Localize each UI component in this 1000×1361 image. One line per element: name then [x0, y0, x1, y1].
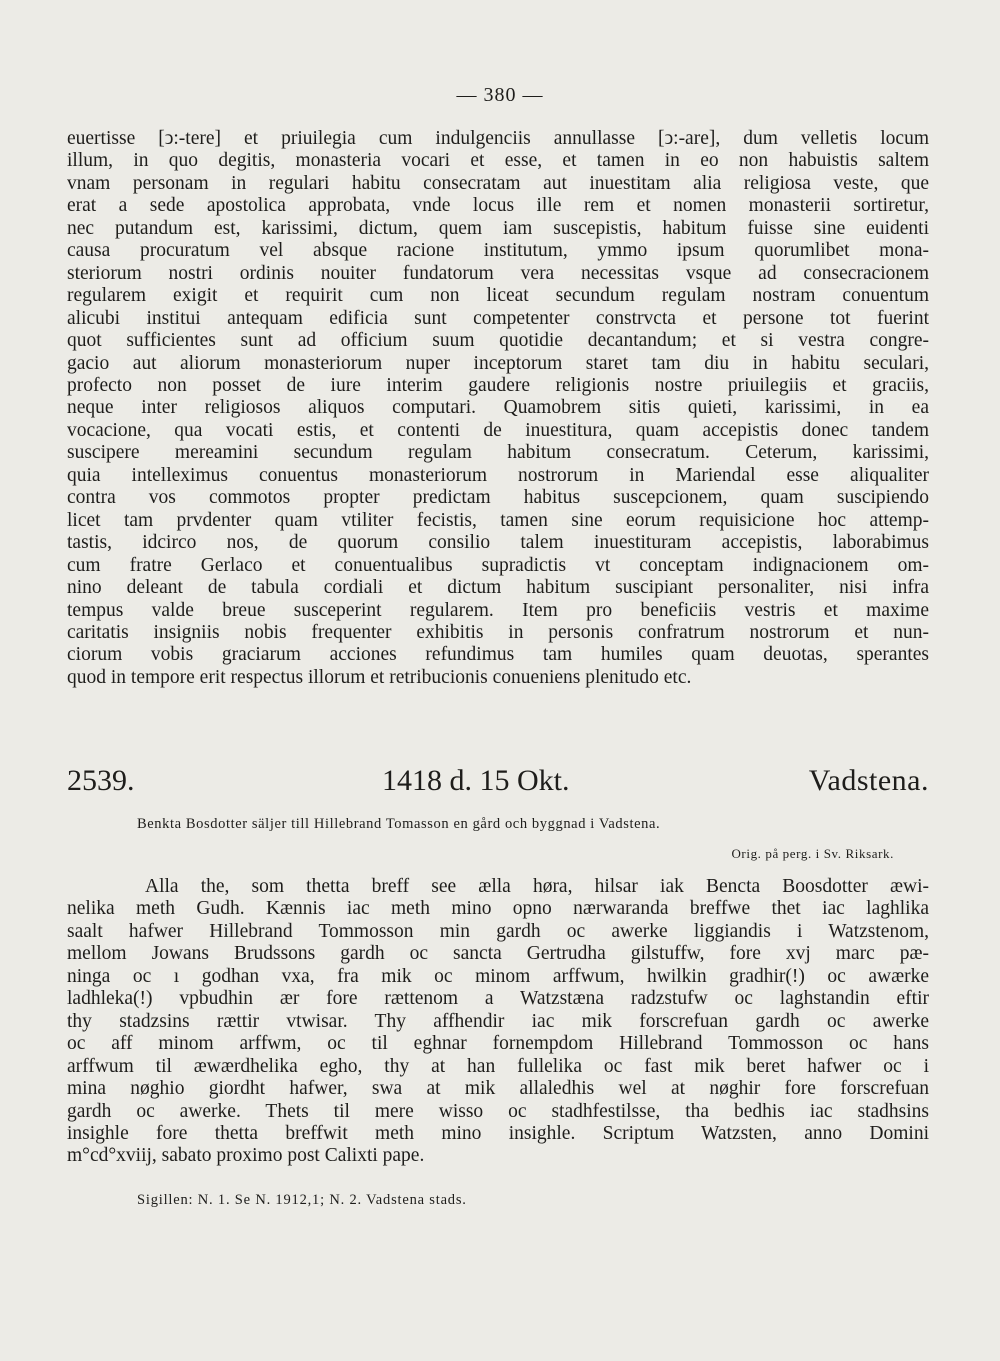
text-line: Alla the, som thetta breff see ælla høra, hilsar iak Bencta Boosdotter æwi-: [145, 876, 929, 897]
entry-number: 2539.: [67, 764, 135, 797]
text-line: euertisse [ↄ:-tere] et priuilegia cum indulgenciis annullasse [ↄ:-are], dum velletis locum: [67, 128, 929, 149]
text-line: mina nøghio giordht hafwer, swa at mik allaledhis wel at nøghir fore forscrefuan: [67, 1078, 929, 1100]
continuation-text: [67, 128, 929, 689]
seals-note: Sigillen: N. 1. Se N. 1912,1; N. 2. Vadstena stads.: [137, 1192, 467, 1208]
text-line: nelika meth Gudh. Kænnis iac meth mino opno nærwaranda breffwe thet iac laghlika: [67, 898, 929, 920]
text-line: quia intelleximus conuentus monasteriorum nostrorum in Mariendal esse aliqualiter: [67, 464, 929, 486]
text-line: mellom Jowans Brudssons gardh oc sancta Gertrudha gilstuffw, fore xvj marc pæ-: [67, 943, 929, 965]
text-line: quot sufficientes sunt ad officium suum quotidie decantandum; et si vestra congre-: [67, 330, 929, 352]
entry-header: [67, 764, 929, 800]
text-line: m°cd°xviij, sabato proximo post Calixti pape.: [67, 1145, 425, 1167]
text-line: vnam personam in regulari habitu consecratam aut inuestitam alia religiosa veste, que: [67, 172, 929, 194]
text-line: nec putandum est, karissimi, dictum, quem iam suscepistis, habitum fuisse sine euidenti: [67, 217, 929, 239]
text-line: thy stadzsins rættir vtwisar. Thy affhendir iac mik forscrefuan gardh oc awerke: [67, 1010, 929, 1032]
text-line: steriorum nostri ordinis nouiter fundatorum vera necessitas vsque ad consecracionem: [67, 262, 929, 284]
text-line: gardh oc awerke. Thets til mere wisso oc stadhfestilsse, tha bedhis iac stadhsins: [67, 1100, 929, 1122]
text-line: vocacione, qua vocati estis, et contenti de inuestitura, quam accepistis donec tandem: [67, 419, 929, 441]
text-line: ladhleka(!) vpbudhin ær fore rættenom a Watzstæna radzstufw oc laghstandin eftir: [67, 988, 929, 1010]
text-line: gacio aut aliorum monasteriorum nuper inceptorum staret tam diu in habitu seculari,: [67, 352, 929, 374]
text-line: licet tam prvdenter quam vtiliter fecistis, tamen sine eorum requisicione hoc attemp-: [67, 509, 929, 531]
text-line: saalt hafwer Hillebrand Tommosson min gardh oc awerke liggiandis i Watzstenom,: [67, 920, 929, 942]
text-line: regularem exigit et requirit cum non liceat secundum regulam nostram conuentum: [67, 285, 929, 307]
text-line: arffwum til æwærdhelika egho, thy at han fullelika oc fast mik beret hafwer oc i: [67, 1055, 929, 1077]
text-line: profecto non posset de iure interim gaudere religionis nostre priuilegiis et graciis,: [67, 374, 929, 396]
text-line: ciorum vobis graciarum acciones refundimus tam humiles quam deuotas, sperantes: [67, 644, 929, 666]
text-line: caritatis insigniis nobis frequenter exhibitis in personis confratrum nostrorum et nun-: [67, 621, 929, 643]
text-line: ninga oc ı godhan vxa, fra mik oc minom arffwum, hwilkin gradhir(!) oc awærke: [67, 965, 929, 987]
text-line: insighle fore thetta breffwit meth mino insighle. Scriptum Watzsten, anno Domini: [67, 1122, 929, 1144]
page-number: — 380 —: [456, 84, 544, 106]
text-line: neque inter religiosos aliquos computari. Quamobrem sitis quieti, karissimi, in ea: [67, 397, 929, 419]
entry-date: 1418 d. 15 Okt.: [382, 764, 570, 797]
text-line: tempus valde breue susceperint regularem. Item pro beneficiis vestris et maxime: [67, 599, 929, 621]
entry-source: Orig. på perg. i Sv. Riksark.: [731, 846, 894, 861]
entry-summary: Benkta Bosdotter säljer till Hillebrand Tomasson en gård och byggnad i Vadstena.: [137, 816, 661, 832]
entry-place: Vadstena.: [808, 764, 929, 797]
text-line: nino deleant de tabula cordiali et dictum habitum suscipiant personaliter, nisi infra: [67, 577, 929, 599]
entry-text: [67, 876, 929, 1168]
text-line: contra vos commotos propter predictam habitus suscepcionem, quam suscipiendo: [67, 487, 929, 509]
text-line: alicubi institui antequam edificia sunt competenter constrvcta et persone tot fuerint: [67, 307, 929, 329]
text-line: suscipere mereamini secundum regulam habitum consecratum. Ceterum, karissimi,: [67, 442, 929, 464]
text-line: causa procuratum vel absque racione institutum, ymmo ipsum quorumlibet mona-: [67, 240, 929, 262]
entry-paragraph: [67, 876, 929, 1168]
text-line: oc aff minom arffwm, oc til eghnar fornempdom Hillebrand Tommosson oc hans: [67, 1033, 929, 1055]
text-line: tastis, idcirco nos, de quorum consilio talem inuestituram accepistis, laborabimus: [67, 532, 929, 554]
text-line: illum, in quo degitis, monasteria vocari et esse, et tamen in eo non habuistis saltem: [67, 150, 929, 172]
continuation-paragraph: [67, 128, 929, 689]
text-line: erat a sede apostolica approbata, vnde locus ille rem et nomen monasterii sortiretur,: [67, 195, 929, 217]
text-line: cum fratre Gerlaco et conuentualibus supradictis vt conceptam indignacionem om-: [67, 554, 929, 576]
text-line: quod in tempore erit respectus illorum et retribucionis conueniens plenitudo etc.: [67, 666, 692, 688]
